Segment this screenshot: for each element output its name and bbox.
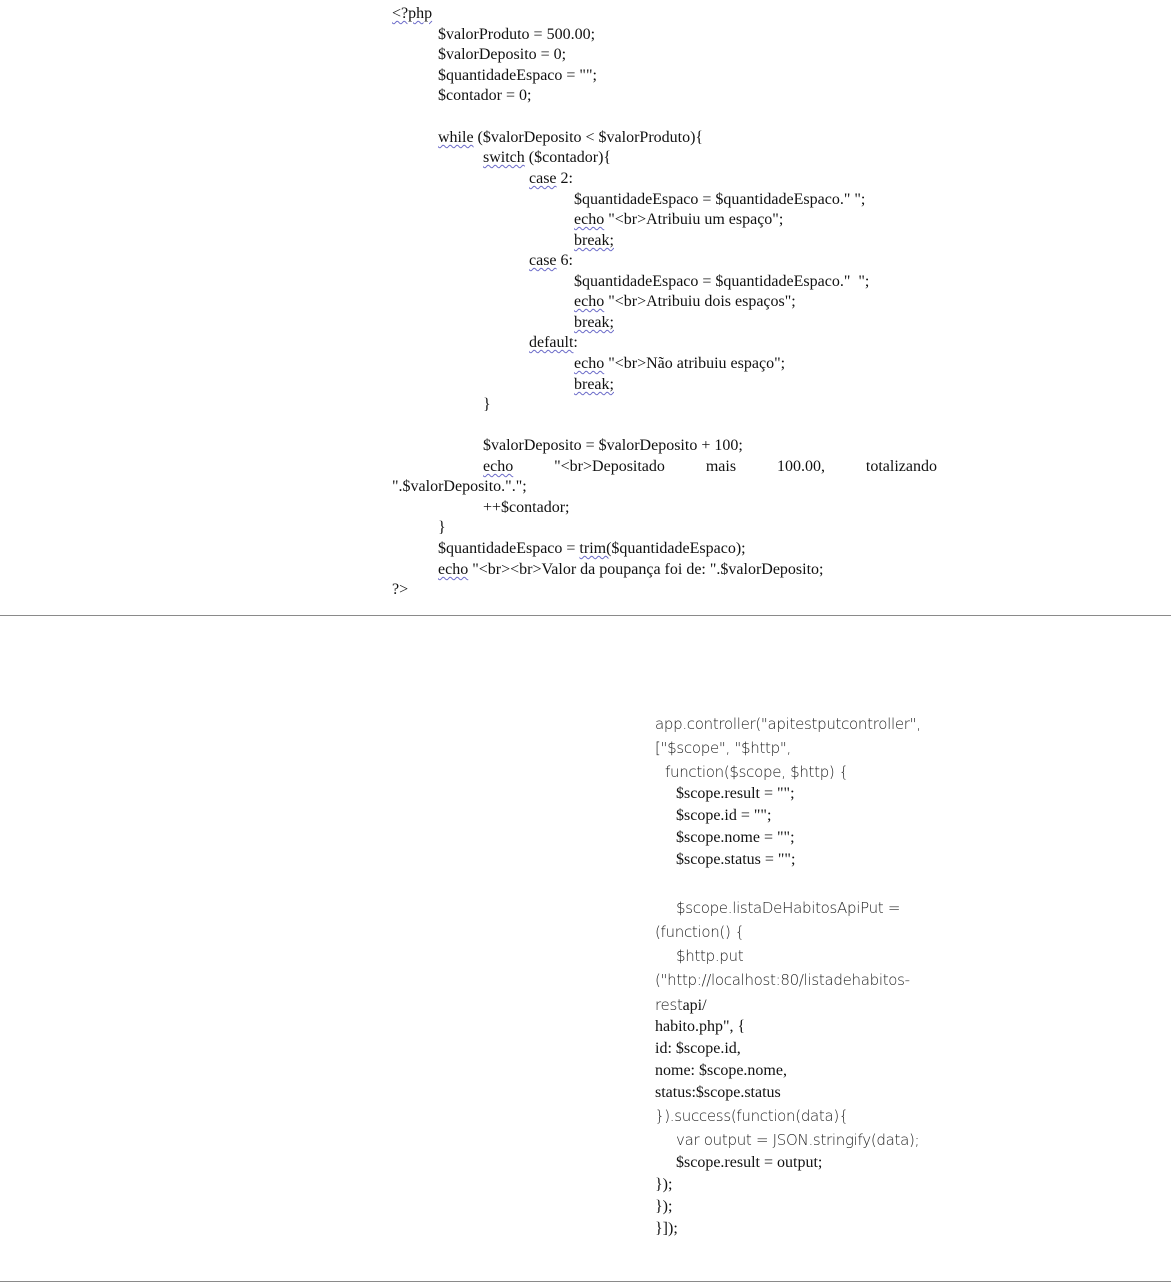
code-line: status:$scope.status [655,1084,781,1101]
code-line: $quantidadeEspaco = $quantidadeEspaco." "; [574,273,870,290]
code-text: ($valorDeposito < $valorProduto){ [473,129,704,146]
code-line: $scope.result = ""; [676,785,795,802]
code-text: ($contador){ [524,149,612,166]
section-divider [0,615,1171,616]
code-line: }); [655,1198,673,1215]
keyword: break; [574,376,614,393]
code-text: api/ [682,997,707,1014]
keyword: echo [574,293,605,310]
code-word: totalizando [865,458,937,475]
code-line [655,994,707,1016]
angularjs-code-snippet [0,617,1171,1282]
keyword: switch [483,149,525,166]
code-line: id: $scope.id, [655,1040,741,1057]
code-line [438,128,703,148]
code-text: "<br>Atribuiu um espaço"; [604,211,784,228]
code-line [574,231,614,251]
code-line [574,210,783,230]
code-line: ["$scope", "$http", [655,739,791,757]
code-line: }).success(function(data){ [655,1107,849,1125]
keyword: echo [483,458,514,475]
code-line: habito.php", { [655,1018,746,1035]
code-line: (function() { [655,923,745,941]
code-line: $quantidadeEspaco = ""; [438,67,597,84]
code-line [392,4,432,24]
code-word: 100.00, [776,458,825,475]
code-line: $scope.result = output; [676,1154,823,1171]
code-text: "<br>Não atribuiu espaço"; [604,355,786,372]
keyword: default [529,334,574,351]
code-text: $quantidadeEspaco = [438,540,580,557]
code-line: $quantidadeEspaco = $quantidadeEspaco." "; [574,191,866,208]
code-line: ("http://localhost:80/listadehabitos- [655,971,910,989]
code-line [438,560,824,580]
code-line: nome: $scope.nome, [655,1062,787,1079]
keyword: break; [574,314,614,331]
code-line: $http.put [676,947,744,965]
code-line [483,148,611,168]
code-line: function($scope, $http) { [665,763,849,781]
keyword: echo [438,561,469,578]
code-line [574,313,614,333]
keyword: case [529,170,557,187]
keyword: trim( [579,540,612,557]
keyword: echo [574,211,605,228]
code-line: } [438,519,446,536]
php-close-tag: ?> [392,581,409,598]
code-line [574,292,796,312]
code-text: rest [655,996,683,1014]
code-text: 2: [556,170,573,187]
code-line: $valorDeposito = $valorDeposito + 100; [483,437,743,454]
code-line: $scope.listaDeHabitosApiPut = [676,899,901,917]
code-line: $contador = 0; [438,87,532,104]
code-line: ".$valorDeposito."."; [392,478,527,495]
code-line-justified [483,457,937,477]
keyword: break; [574,232,614,249]
code-line [574,354,785,374]
code-line: ++$contador; [483,499,570,516]
code-line [438,539,746,559]
section-divider [0,1281,1171,1282]
code-text: "<br><br>Valor da poupança foi de: ".$valorDeposito; [468,561,824,578]
code-line [529,169,573,189]
code-line: } [483,396,491,413]
code-text: : [573,334,578,351]
code-line: $scope.nome = ""; [676,829,795,846]
code-line: $valorDeposito = 0; [438,46,567,63]
code-line: app.controller("apitestputcontroller", [655,715,921,733]
code-line: $scope.id = ""; [676,807,772,824]
code-text: 6: [556,252,573,269]
code-word: "<br>Depositado [554,458,665,475]
keyword: case [529,252,557,269]
code-text: $quantidadeEspaco); [611,540,746,557]
code-text: "<br>Atribuiu dois espaços"; [604,293,796,310]
keyword: while [438,129,474,146]
code-line: var output = JSON.stringify(data); [676,1131,920,1149]
keyword: echo [574,355,605,372]
code-word: mais [705,458,737,475]
php-open-tag: <?php [392,5,433,22]
code-line [529,251,573,271]
code-line: }]); [655,1220,678,1237]
code-line: $scope.status = ""; [676,851,796,868]
php-code-snippet [0,0,1171,616]
code-line: }); [655,1176,673,1193]
code-line: $valorProduto = 500.00; [438,26,596,43]
code-line [574,375,614,395]
code-line [529,333,578,353]
